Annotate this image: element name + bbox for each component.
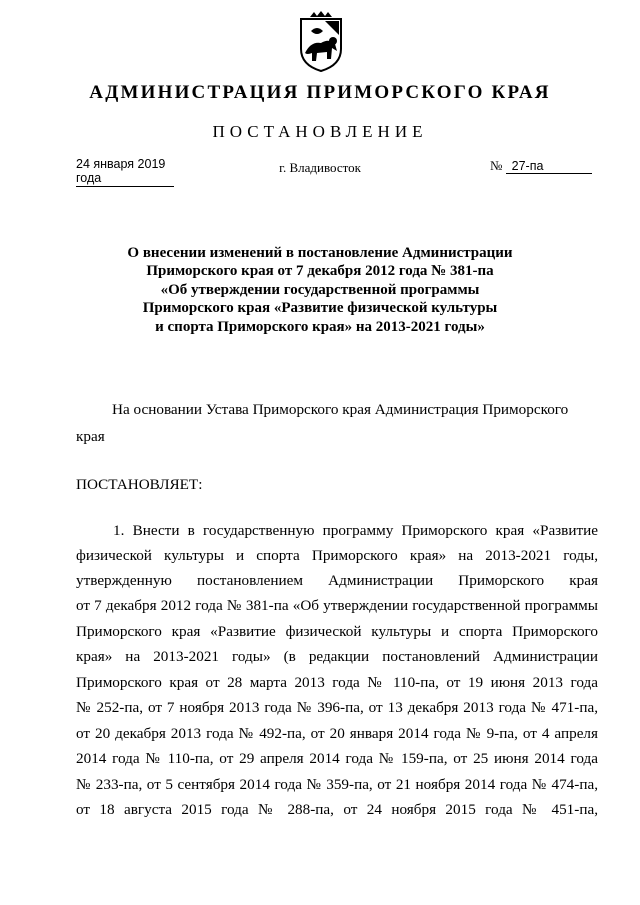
paragraph-line: 1. Внести в государственную программу Приморского края «Развитие bbox=[113, 522, 598, 539]
paragraph-line: физической культуры и спорта Приморского края» на 2013-2021 годы, bbox=[76, 547, 598, 564]
paragraph-line: № 233-па, от 5 сентября 2014 года № 359-па, от 21 ноября 2014 года № 474-па, bbox=[76, 776, 598, 793]
title-line: Приморского края от 7 декабря 2012 года № 381-па bbox=[146, 263, 494, 280]
paragraph-line: от 20 декабря 2013 года № 492-па, от 20 января 2014 года № 9-па, от 4 апреля bbox=[76, 725, 598, 742]
title-line: и спорта Приморского края» на 2013-2021 годы» bbox=[155, 318, 485, 335]
paragraph-line: от 18 августа 2015 года № 288-па, от 24 ноября 2015 года № 451-па, bbox=[76, 801, 598, 818]
title-line: О внесении изменений в постановление Администрации bbox=[127, 245, 513, 261]
paragraph-line: Приморского края «Развитие физической культуры и спорта Приморского bbox=[76, 623, 598, 640]
coat-of-arms-icon bbox=[297, 11, 345, 72]
document-date: 24 января 2019 года bbox=[76, 157, 174, 187]
resolves-heading: ПОСТАНОВЛЯЕТ: bbox=[76, 476, 203, 493]
number-label: № bbox=[490, 158, 503, 173]
paragraph-line: от 7 декабря 2012 года № 381-па «Об утверждении государственной программы bbox=[76, 597, 598, 614]
preamble-line: края bbox=[76, 428, 105, 445]
paragraph-line: 2014 года № 110-па, от 29 апреля 2014 года № 159-па, от 25 июня 2014 года bbox=[76, 750, 598, 767]
document-type: ПОСТАНОВЛЕНИЕ bbox=[212, 122, 428, 141]
paragraph-line: Приморского края от 28 марта 2013 года № 110-па, от 19 июня 2013 года bbox=[76, 674, 598, 691]
organization-title: АДМИНИСТРАЦИЯ ПРИМОРСКОГО КРАЯ bbox=[89, 82, 551, 103]
paragraph-line: края» на 2013-2021 годы» (в редакции постановлений Администрации bbox=[76, 648, 598, 665]
paragraph-line: № 252-па, от 7 ноября 2013 года № 396-па, от 13 декабря 2013 года № 471-па, bbox=[76, 699, 598, 716]
paragraph-line: утвержденную постановлением Администрации Приморского края bbox=[76, 572, 598, 589]
document-city: г. Владивосток bbox=[279, 160, 361, 175]
document-title bbox=[120, 244, 520, 336]
preamble-line: На основании Устава Приморского края Администрация Приморского bbox=[112, 401, 569, 418]
title-line: «Об утверждении государственной программы bbox=[160, 281, 480, 298]
document-number-field bbox=[490, 158, 592, 174]
document-number: 27-па bbox=[506, 159, 592, 174]
title-line: Приморского края «Развитие физической культуры bbox=[142, 300, 498, 317]
